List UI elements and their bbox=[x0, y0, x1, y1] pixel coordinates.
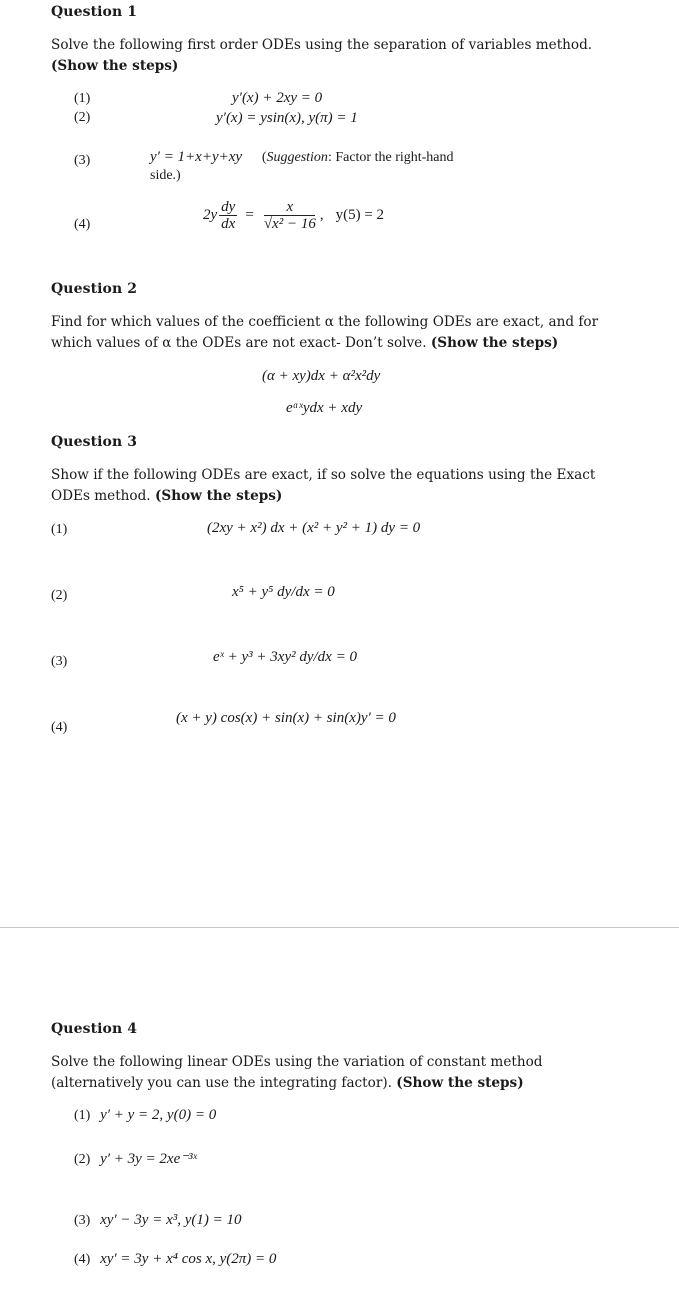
q4-item-1-equation: y′ + y = 2, y(0) = 0 bbox=[100, 1107, 217, 1123]
q1-item-4-rhs-fraction bbox=[262, 199, 318, 232]
page-divider bbox=[0, 927, 679, 928]
question-3-title: Question 3 bbox=[51, 434, 138, 450]
q2-equation-1: (α + xy)dx + α²x²dy bbox=[262, 368, 381, 384]
question-2-steps: (Show the steps) bbox=[430, 335, 559, 351]
rhs-numerator: x bbox=[264, 199, 315, 216]
q4-item-2-label: (2) bbox=[74, 1152, 91, 1167]
q4-item-3-label: (3) bbox=[74, 1213, 91, 1228]
question-2-title: Question 2 bbox=[51, 281, 138, 297]
q3-item-2-label: (2) bbox=[51, 588, 68, 603]
question-1-intro bbox=[51, 35, 617, 77]
q4-item-4-equation: xy′ = 3y + x⁴ cos x, y(2π) = 0 bbox=[100, 1251, 277, 1267]
q1-item-4-equation: 2y $\frac{dy}{dx}$ = $\frac{x}{\text{√x² − 16}}$ , y(5) = 2 bbox=[203, 199, 385, 232]
q3-item-3-label: (3) bbox=[51, 654, 68, 669]
q3-item-2-equation: x⁵ + y⁵ dy/dx = 0 bbox=[232, 584, 335, 600]
equals-sign: = bbox=[245, 207, 254, 223]
suggestion-label: Suggestion bbox=[266, 150, 328, 165]
question-4-intro bbox=[51, 1052, 617, 1094]
question-3-intro bbox=[51, 465, 617, 507]
q4-item-1 bbox=[74, 1107, 216, 1124]
q4-item-4-label: (4) bbox=[74, 1252, 91, 1267]
q4-item-3-equation: xy′ − 3y = x³, y(1) = 10 bbox=[100, 1212, 242, 1228]
q1-item-1-label: (1) bbox=[74, 91, 91, 106]
q3-item-1-equation: (2xy + x²) dx + (x² + y² + 1) dy = 0 bbox=[207, 520, 421, 536]
question-4-intro-text: Solve the following linear ODEs using the variation of constant method (alternatively you can use the integrating factor). bbox=[51, 1054, 543, 1091]
rhs-denominator: √x² − 16 bbox=[263, 216, 316, 232]
question-2-intro bbox=[51, 312, 617, 354]
q1-item-4-label: (4) bbox=[74, 217, 91, 232]
q4-item-2 bbox=[74, 1149, 197, 1168]
q1-item-2-equation: y′(x) = ysin(x), y(π) = 1 bbox=[216, 110, 358, 126]
q4-item-4 bbox=[74, 1251, 276, 1268]
q3-item-4-label: (4) bbox=[51, 720, 68, 735]
q3-item-1-label: (1) bbox=[51, 522, 68, 537]
q1-item-2-label: (2) bbox=[74, 110, 91, 125]
q1-item-4-coef: 2y bbox=[203, 207, 218, 223]
question-3-steps: (Show the steps) bbox=[154, 488, 283, 504]
question-3-intro-text: Show if the following ODEs are exact, if so solve the equations using the Exact ODEs method. bbox=[51, 467, 596, 504]
lhs-denominator: dx bbox=[221, 216, 236, 232]
q4-item-2-equation: y′ + 3y = 2xe⁻³ˣ bbox=[100, 1151, 197, 1167]
question-2-intro-text: Find for which values of the coefficient α the following ODEs are exact, and for which values of α the ODEs are not exact- Don’t solve. bbox=[51, 314, 599, 351]
question-1-steps: (Show the steps) bbox=[51, 58, 179, 74]
q1-item-3-suggestion: (Suggestion: Factor the right-hand bbox=[261, 150, 454, 165]
q1-item-3-eq-text: y′ = 1+x+y+xy bbox=[150, 149, 243, 165]
q1-item-3-suggestion-end: side.) bbox=[150, 168, 181, 183]
q1-item-4-lhs-fraction bbox=[219, 199, 237, 232]
lhs-numerator: dy bbox=[221, 199, 236, 215]
q1-item-3-equation bbox=[150, 149, 454, 166]
question-1-intro-text: Solve the following first order ODEs using the separation of variables method. bbox=[51, 37, 593, 53]
q1-item-4-condition: y(5) = 2 bbox=[335, 207, 385, 223]
question-4-steps: (Show the steps) bbox=[396, 1075, 524, 1091]
q3-item-4-equation: (x + y) cos(x) + sin(x) + sin(x)y′ = 0 bbox=[176, 710, 396, 726]
q1-item-3-label: (3) bbox=[74, 153, 91, 168]
q4-item-1-label: (1) bbox=[74, 1108, 91, 1123]
question-1-title: Question 1 bbox=[51, 4, 138, 20]
question-4-title: Question 4 bbox=[51, 1021, 138, 1037]
q4-item-3 bbox=[74, 1212, 242, 1229]
suggestion-text: : Factor the right-hand bbox=[327, 150, 454, 165]
q3-item-3-equation: eˣ + y³ + 3xy² dy/dx = 0 bbox=[213, 649, 357, 665]
q2-equation-2: eᵅˣydx + xdy bbox=[286, 400, 363, 416]
q1-item-1-equation: y′(x) + 2xy = 0 bbox=[232, 90, 323, 106]
